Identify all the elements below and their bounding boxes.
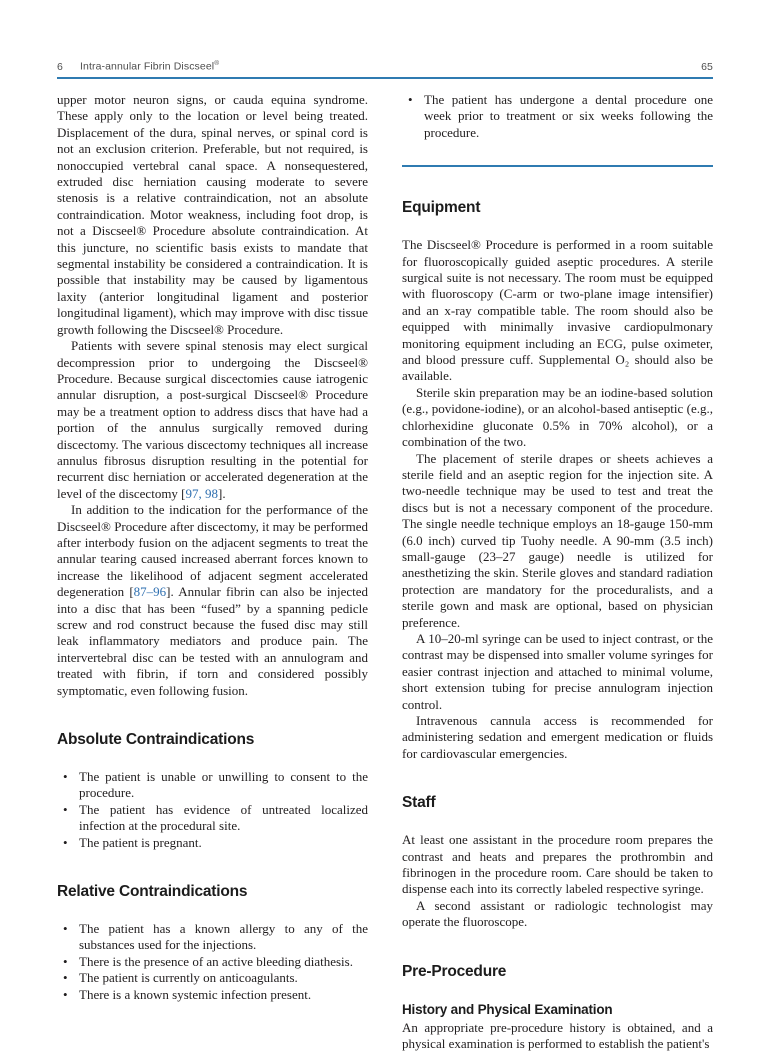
page-body (57, 92, 713, 1052)
paragraph-stenosis (57, 338, 368, 502)
paragraph-staff-second: A second assistant or radiologic technologist may operate the fluoroscope. (402, 897, 713, 930)
list-item: • There is the presence of an active bleeding diathesis. (57, 954, 368, 970)
section-divider (402, 165, 713, 167)
list-item: • The patient is currently on anticoagulants. (57, 970, 368, 986)
list-item: • The patient has undergone a dental procedure one week prior to treatment or six weeks following the procedure. (402, 92, 713, 141)
page-number: 65 (701, 60, 713, 73)
paragraph-text: ]. Annular fibrin can also be injected into a disc that has been “fused” by a spanning pedicle screw and rod construct because the fused disc may still leak inflammatory mediators and produce pain. The intervertebral disc can be tested with an annulogram and treated with fibrin, if torn and considered possibly symptomatic, even following fusion. (57, 584, 368, 698)
chapter-number: 6 (57, 60, 63, 73)
relative-contraindications-list (57, 921, 368, 1003)
running-head (57, 60, 713, 73)
trademark-symbol: ® (214, 60, 220, 67)
subsection-heading-history-exam: History and Physical Examination (402, 1001, 613, 1017)
left-column (57, 92, 368, 1052)
paragraph-discectomy (57, 502, 368, 699)
paragraph-history: An appropriate pre-procedure history is obtained, and a physical examination is performed to establish the patient's (402, 1019, 713, 1052)
citation-link-87-96[interactable]: 87–96 (133, 584, 167, 600)
paragraph-text: ]. (218, 485, 226, 501)
list-item: • The patient has a known allergy to any of the substances used for the injections. (57, 921, 368, 954)
absolute-contraindications-list (57, 769, 368, 851)
paragraph-text: In addition to the indication for the performance of the Discseel® Procedure after discectomy, it may be performed after interbody fusion on the adjacent segments to treat the annular tearing caused increased aberrant forces known to increase the likelihood of adjacent segment accelerated degeneration [ (57, 502, 368, 600)
list-item: • The patient is pregnant. (57, 835, 368, 851)
running-title-text: Intra-annular Fibrin Discseel (80, 60, 215, 73)
section-heading-staff: Staff (402, 794, 436, 812)
list-item: • There is a known systemic infection present. (57, 987, 368, 1003)
right-column (402, 92, 713, 1052)
section-heading-pre-procedure: Pre-Procedure (402, 962, 507, 980)
paragraph-equipment-room: The Discseel® Procedure is performed in a room suitable for fluoroscopically guided aseptic procedures. A sterile surgical suite is not necessary. The room must be equipped with fluoroscopy (C-arm or two-plane image intensifier) and an x-ray compatible table. The room should also be equipped with minimally invasive cardiopulmonary monitoring equipment including an ECG, pulse oximeter, and blood pressure cuff. Supplemental O₂ should also be available. (402, 237, 713, 384)
paragraph-syringe: A 10–20-ml syringe can be used to inject contrast, or the contrast may be dispensed into smaller volume syringes for easier contrast injection and attached to minimal volume, short extension tubing for precise annulogram injection control. (402, 630, 713, 712)
running-title (80, 60, 701, 73)
list-item: • The patient is unable or unwilling to consent to the procedure. (57, 769, 368, 802)
section-heading-equipment: Equipment (402, 199, 481, 217)
header-rule (57, 77, 713, 79)
dental-procedure-list (402, 92, 713, 141)
paragraph-sterile-drapes: The placement of sterile drapes or sheets achieves a sterile field and an aseptic region for the injection site. A two-needle technique may be used to test and treat the discs but is not a necessary component of the procedure. The single needle technique employs an 18-gauge 150-mm (6.0 inch) curved tip Tuohy needle. A 90-mm (3.5 inch) small-gauge (23–27 gauge) needle is utilized for anesthetizing the skin. Sterile gloves and standard radiation protection are mandatory for the proceduralists, and a sterile gown and mask are optional, based on physician preference. (402, 450, 713, 630)
paragraph-iv-access: Intravenous cannula access is recommended for administering sedation and emergent medication or fluids for cardiovascular emergencies. (402, 713, 713, 761)
paragraph-staff-assistant: At least one assistant in the procedure room prepares the contrast and heats and prepares the prothrombin and fibrinogen in the procedure room. Care should be taken to dispense each into its correctly labeled respective syringe. (402, 832, 713, 897)
section-heading-relative-contraindications: Relative Contraindications (57, 883, 248, 901)
paragraph-skin-preparation: Sterile skin preparation may be an iodine-based solution (e.g., povidone-iodine), or an alcohol-based antiseptic (e.g., chlorhexidine gluconate 0.5% in 70% alcohol), or a combination of the two. (402, 384, 713, 450)
list-item: • The patient has evidence of untreated localized infection at the procedural site. (57, 802, 368, 835)
citation-link-97-98[interactable]: 97, 98 (185, 485, 219, 501)
paragraph-contraindications-intro: upper motor neuron signs, or cauda equina syndrome. These apply only to the location or level being treated. Displacement of the dura, spinal nerves, or spinal cord is not an exclusion criterion. Preferable, but not required, is nonoccupied vertebral canal space. A nonsequestered, extruded disc herniation causing moderate to severe stenosis is a relative contraindication, not an absolute contraindication. Motor weakness, including foot drop, is not a Discseel® Procedure absolute contraindication. At this juncture, no scientific basis exists to mandate that segmental instability be considered a contraindication. It is possible that instability may be caused by ligamentous laxity (anterior longitudinal ligament and posterior longitudinal ligament), which may improve with disc tissue growth following the Discseel® Procedure. (57, 92, 368, 337)
paragraph-text: Patients with severe spinal stenosis may elect surgical decompression prior to undergoing the Discseel® Procedure. Because surgical discectomies cause iatrogenic annular disruption, a post-surgical Discseel® Procedure may be a treatment option to address discs that have had a portion of the annulus surgically removed during discectomy. The various discectomy techniques all increase annulus fibrosus disruption resulting in the potential for recurrent disc herniation or accelerated degeneration at the level of the discectomy [ (57, 338, 368, 501)
section-heading-absolute-contraindications: Absolute Contraindications (57, 731, 255, 749)
